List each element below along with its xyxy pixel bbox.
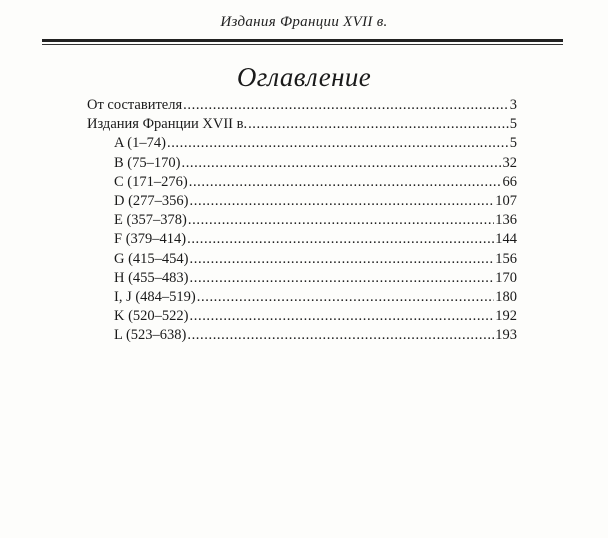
toc-entry-e[interactable] [87,211,517,230]
toc-entry-c[interactable] [87,173,517,192]
toc-entry-page: 193 [495,327,517,344]
toc-leader-dots [188,211,494,230]
toc-entry-page: 192 [495,308,517,325]
toc-leader-dots [248,115,509,134]
toc-entry-label: K (520–522) [114,308,189,325]
toc-entry-page: 32 [502,154,517,171]
toc-entry-page: 136 [495,212,517,229]
toc-leader-dots [190,307,495,326]
toc-leader-dots [190,192,495,211]
toc-entry-d[interactable] [87,192,517,211]
toc-entry-h[interactable] [87,269,517,288]
toc-title: Оглавление [236,62,372,92]
toc-entry-editions[interactable] [87,115,517,134]
toc-entry-b[interactable] [87,154,517,173]
toc-entry-page: 66 [502,173,517,190]
toc-entry-g[interactable] [87,250,517,269]
toc-leader-dots [190,269,495,288]
running-header: Издания Франции XVII в. [220,14,388,30]
toc-entry-from-compiler[interactable] [87,96,517,115]
toc-entry-page: 170 [495,269,517,286]
toc-entry-label: C (171–276) [114,173,188,190]
toc-entry-page: 3 [509,97,517,113]
toc-entry-label: L (523–638) [114,327,187,344]
toc-entry-label: От составителя [87,97,183,113]
toc-entry-a[interactable] [87,134,517,153]
header-rule-thin [42,44,563,45]
toc-entry-page: 144 [495,231,517,248]
table-of-contents [87,96,517,345]
header-rule-thick [42,39,563,42]
toc-entry-page: 107 [495,192,517,209]
toc-leader-dots [197,288,494,307]
toc-entry-f[interactable] [87,230,517,249]
toc-entry-l[interactable] [87,326,517,345]
toc-entry-label: H (455–483) [114,269,189,286]
toc-entry-k[interactable] [87,307,517,326]
toc-entry-page: 5 [509,135,517,152]
toc-entry-label: B (75–170) [114,154,181,171]
toc-entry-label: G (415–454) [114,250,189,267]
toc-leader-dots [183,96,509,115]
toc-entry-label: E (357–378) [114,212,187,229]
toc-leader-dots [189,173,502,192]
toc-leader-dots [187,326,494,345]
toc-leader-dots [167,134,509,153]
toc-entry-label: F (379–414) [114,231,187,248]
toc-entry-page: 156 [495,250,517,267]
toc-leader-dots [190,250,495,269]
toc-entry-label: Издания Франции XVII в. [87,116,248,133]
toc-leader-dots [181,154,501,173]
toc-entry-ij[interactable] [87,288,517,307]
toc-entry-label: I, J (484–519) [114,288,196,305]
toc-entry-page: 5 [509,116,517,133]
toc-entry-label: A (1–74) [114,135,166,152]
toc-entry-label: D (277–356) [114,192,189,209]
toc-leader-dots [187,230,494,249]
toc-entry-page: 180 [495,288,517,305]
